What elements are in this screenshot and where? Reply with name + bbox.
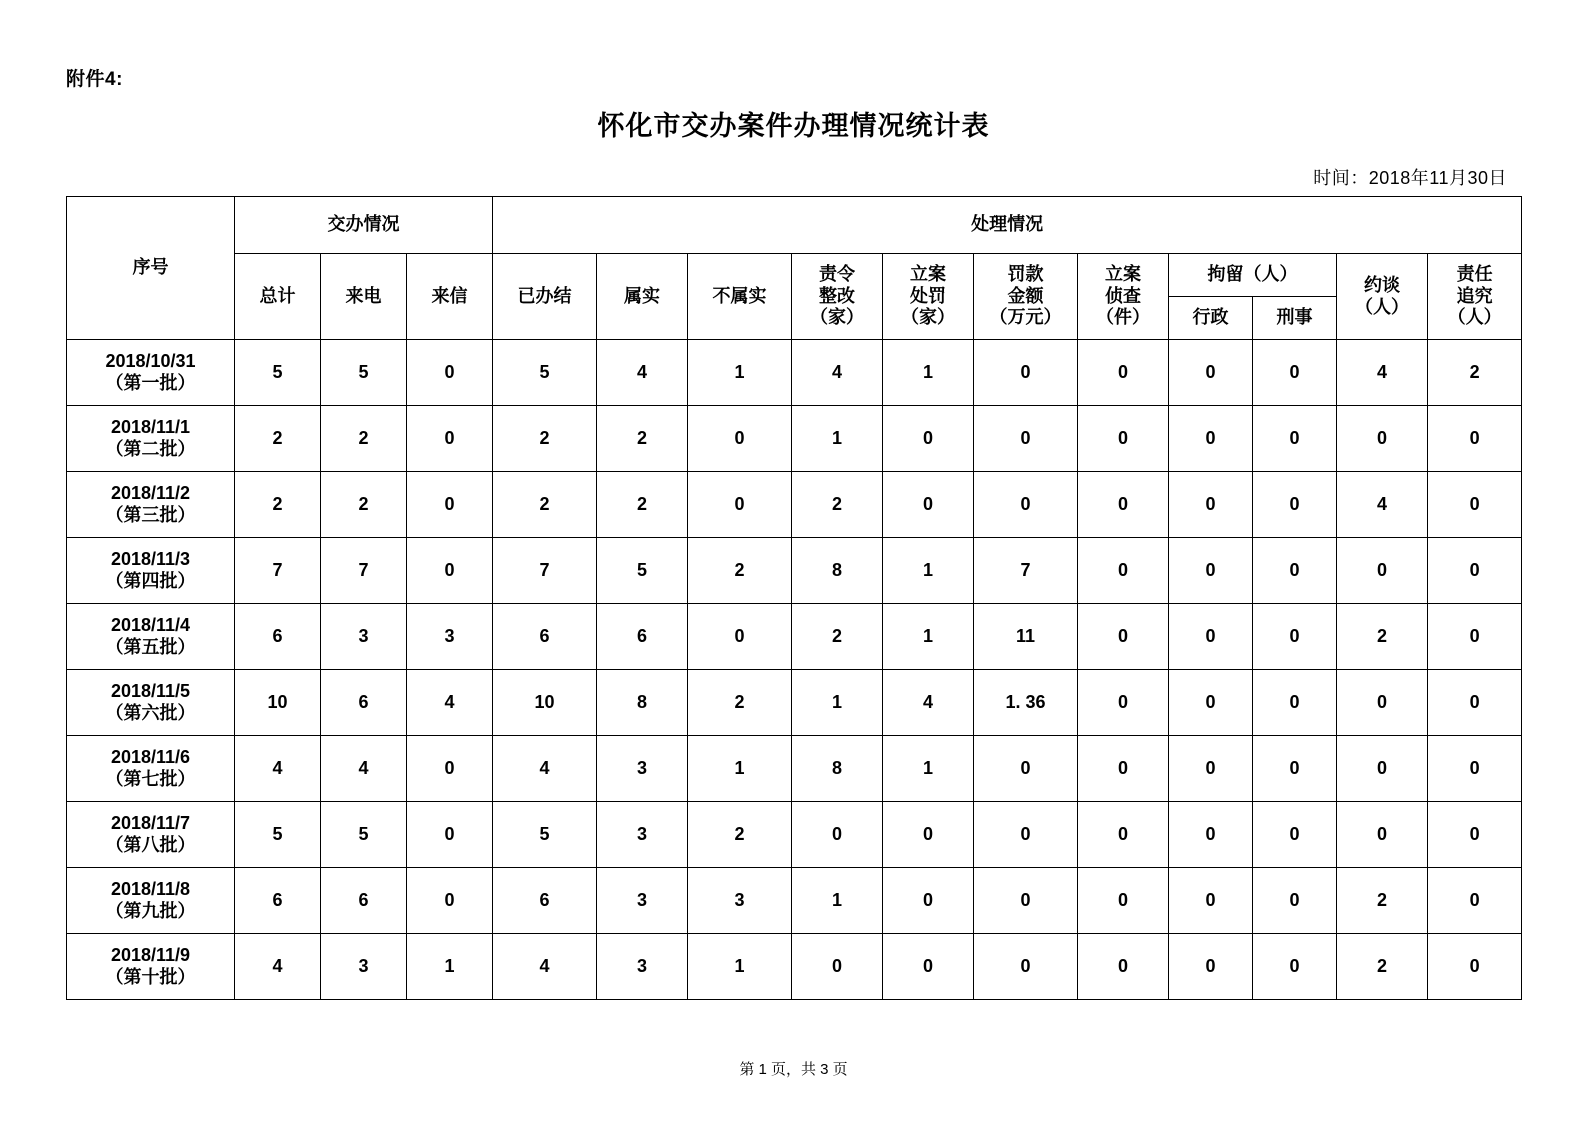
row-label-date: 2018/11/1 [110, 416, 191, 437]
cell-false-case: 0 [688, 406, 792, 472]
cell-letter: 0 [407, 538, 493, 604]
cell-accountability: 0 [1428, 406, 1522, 472]
cell-done: 5 [493, 340, 597, 406]
cell-detention-admin: 0 [1169, 340, 1253, 406]
cell-rectify: 1 [792, 868, 883, 934]
cell-detention-criminal: 0 [1253, 934, 1337, 1000]
cell-penalty: 0 [883, 802, 974, 868]
cell-call: 2 [321, 406, 407, 472]
table-row [67, 934, 1522, 1000]
cell-rectify: 1 [792, 406, 883, 472]
cell-call: 6 [321, 868, 407, 934]
cell-letter: 0 [407, 736, 493, 802]
header-rectify-line1: 责令 [819, 264, 856, 285]
cell-detention-admin: 0 [1169, 472, 1253, 538]
cell-true-case: 3 [597, 868, 688, 934]
row-label-batch: （第一批） [105, 372, 196, 393]
cell-penalty: 0 [883, 472, 974, 538]
cell-rectify: 0 [792, 802, 883, 868]
row-label [67, 802, 235, 868]
row-label-date: 2018/11/7 [110, 812, 191, 833]
cell-fine: 11 [974, 604, 1078, 670]
cell-investigation: 0 [1078, 340, 1169, 406]
cell-true-case: 3 [597, 802, 688, 868]
cell-call: 5 [321, 802, 407, 868]
cell-accountability: 0 [1428, 802, 1522, 868]
header-investigation [1078, 254, 1169, 340]
cell-done: 6 [493, 604, 597, 670]
cell-fine: 0 [974, 802, 1078, 868]
cell-interview: 0 [1337, 736, 1428, 802]
header-interview-line2: （人） [1355, 296, 1410, 317]
cell-fine: 0 [974, 736, 1078, 802]
cell-penalty: 0 [883, 406, 974, 472]
cell-detention-criminal: 0 [1253, 802, 1337, 868]
cell-rectify: 4 [792, 340, 883, 406]
header-detention-criminal: 刑事 [1253, 297, 1337, 340]
header-accountability-line1: 责任 [1456, 264, 1493, 285]
cell-accountability: 0 [1428, 736, 1522, 802]
header-rectify-line3: （家） [810, 307, 865, 328]
header-fine-line1: 罚款 [1007, 264, 1044, 285]
cell-true-case: 3 [597, 736, 688, 802]
cell-total: 10 [235, 670, 321, 736]
cell-investigation: 0 [1078, 868, 1169, 934]
table-row [67, 340, 1522, 406]
cell-call: 6 [321, 670, 407, 736]
cell-penalty: 4 [883, 670, 974, 736]
cell-fine: 0 [974, 934, 1078, 1000]
row-label-date: 2018/11/5 [110, 680, 191, 701]
table-row [67, 868, 1522, 934]
cell-detention-criminal: 0 [1253, 340, 1337, 406]
header-accountability [1428, 254, 1522, 340]
cell-accountability: 0 [1428, 934, 1522, 1000]
cell-interview: 2 [1337, 934, 1428, 1000]
cell-done: 7 [493, 538, 597, 604]
cell-fine: 1. 36 [974, 670, 1078, 736]
cell-detention-criminal: 0 [1253, 406, 1337, 472]
header-group-assignment: 交办情况 [235, 197, 493, 254]
cell-false-case: 2 [688, 802, 792, 868]
cell-total: 7 [235, 538, 321, 604]
cell-accountability: 0 [1428, 670, 1522, 736]
row-label [67, 406, 235, 472]
cell-accountability: 0 [1428, 868, 1522, 934]
cell-rectify: 2 [792, 604, 883, 670]
cell-total: 6 [235, 604, 321, 670]
header-total: 总计 [235, 254, 321, 340]
cell-done: 10 [493, 670, 597, 736]
cell-total: 2 [235, 472, 321, 538]
cell-false-case: 2 [688, 670, 792, 736]
cell-true-case: 2 [597, 472, 688, 538]
cell-fine: 7 [974, 538, 1078, 604]
header-fine-line3: （万元） [989, 307, 1062, 328]
cell-letter: 0 [407, 802, 493, 868]
header-rectify-line2: 整改 [819, 285, 856, 306]
header-penalty-line2: 处罚 [910, 285, 947, 306]
cell-rectify: 1 [792, 670, 883, 736]
cell-detention-admin: 0 [1169, 538, 1253, 604]
table-row [67, 736, 1522, 802]
row-label-batch: （第三批） [105, 504, 196, 525]
table-body [67, 340, 1522, 1000]
cell-false-case: 2 [688, 538, 792, 604]
cell-fine: 0 [974, 406, 1078, 472]
header-penalty-line1: 立案 [910, 264, 947, 285]
header-fine-amount [974, 254, 1078, 340]
header-index: 序号 [67, 197, 235, 340]
cell-true-case: 5 [597, 538, 688, 604]
table-row [67, 406, 1522, 472]
cell-done: 2 [493, 406, 597, 472]
row-label [67, 670, 235, 736]
cell-investigation: 0 [1078, 934, 1169, 1000]
cell-interview: 2 [1337, 868, 1428, 934]
header-letter: 来信 [407, 254, 493, 340]
cell-false-case: 1 [688, 340, 792, 406]
row-label [67, 604, 235, 670]
cell-letter: 0 [407, 340, 493, 406]
header-penalty [883, 254, 974, 340]
table-row [67, 802, 1522, 868]
row-label-batch: （第六批） [105, 702, 196, 723]
cell-false-case: 1 [688, 934, 792, 1000]
row-label-batch: （第八批） [105, 834, 196, 855]
cell-penalty: 1 [883, 340, 974, 406]
header-accountability-line3: （人） [1447, 307, 1502, 328]
cell-interview: 0 [1337, 538, 1428, 604]
cell-true-case: 4 [597, 340, 688, 406]
header-group-handling: 处理情况 [493, 197, 1522, 254]
row-label-date: 2018/11/9 [110, 944, 191, 965]
cell-true-case: 8 [597, 670, 688, 736]
table-row [67, 604, 1522, 670]
cell-penalty: 1 [883, 604, 974, 670]
cell-detention-admin: 0 [1169, 934, 1253, 1000]
table-row [67, 670, 1522, 736]
cell-detention-admin: 0 [1169, 868, 1253, 934]
cell-investigation: 0 [1078, 736, 1169, 802]
cell-detention-admin: 0 [1169, 604, 1253, 670]
cell-rectify: 8 [792, 538, 883, 604]
row-label-batch: （第九批） [105, 900, 196, 921]
row-label-batch: （第二批） [105, 438, 196, 459]
cell-detention-criminal: 0 [1253, 538, 1337, 604]
cell-detention-admin: 0 [1169, 736, 1253, 802]
cell-investigation: 0 [1078, 802, 1169, 868]
header-false-case: 不属实 [688, 254, 792, 340]
report-date: 时间：2018年11月30日 [1313, 168, 1507, 188]
cell-false-case: 1 [688, 736, 792, 802]
cell-total: 2 [235, 406, 321, 472]
cell-done: 4 [493, 934, 597, 1000]
header-accountability-line2: 追究 [1456, 285, 1493, 306]
cell-letter: 4 [407, 670, 493, 736]
cell-total: 4 [235, 736, 321, 802]
cell-interview: 4 [1337, 340, 1428, 406]
header-detention: 拘留（人） [1169, 254, 1337, 297]
cell-total: 5 [235, 802, 321, 868]
cell-total: 6 [235, 868, 321, 934]
cell-detention-criminal: 0 [1253, 736, 1337, 802]
row-label-batch: （第七批） [105, 768, 196, 789]
cell-accountability: 0 [1428, 604, 1522, 670]
cell-detention-criminal: 0 [1253, 604, 1337, 670]
header-investigation-line3: （件） [1096, 307, 1151, 328]
row-label [67, 868, 235, 934]
row-label-batch: （第十批） [105, 966, 196, 987]
cell-rectify: 0 [792, 934, 883, 1000]
cell-total: 4 [235, 934, 321, 1000]
cell-fine: 0 [974, 472, 1078, 538]
cell-true-case: 2 [597, 406, 688, 472]
row-label-date: 2018/11/4 [110, 614, 191, 635]
row-label [67, 472, 235, 538]
cell-letter: 1 [407, 934, 493, 1000]
cell-true-case: 6 [597, 604, 688, 670]
cell-rectify: 8 [792, 736, 883, 802]
cell-detention-admin: 0 [1169, 802, 1253, 868]
header-done: 已办结 [493, 254, 597, 340]
cell-total: 5 [235, 340, 321, 406]
cell-accountability: 2 [1428, 340, 1522, 406]
cell-investigation: 0 [1078, 472, 1169, 538]
row-label [67, 934, 235, 1000]
row-label [67, 538, 235, 604]
header-investigation-line1: 立案 [1105, 264, 1142, 285]
cell-call: 3 [321, 604, 407, 670]
cell-done: 2 [493, 472, 597, 538]
cell-done: 4 [493, 736, 597, 802]
row-label-batch: （第四批） [105, 570, 196, 591]
cell-interview: 0 [1337, 670, 1428, 736]
cell-accountability: 0 [1428, 472, 1522, 538]
page-footer: 第 1 页，共 3 页 [739, 1061, 848, 1078]
cell-false-case: 0 [688, 604, 792, 670]
row-label [67, 340, 235, 406]
cell-interview: 4 [1337, 472, 1428, 538]
header-rectify [792, 254, 883, 340]
cell-interview: 2 [1337, 604, 1428, 670]
header-interview [1337, 254, 1428, 340]
cell-detention-criminal: 0 [1253, 868, 1337, 934]
cell-fine: 0 [974, 340, 1078, 406]
cell-detention-criminal: 0 [1253, 670, 1337, 736]
cell-call: 7 [321, 538, 407, 604]
row-label-batch: （第五批） [105, 636, 196, 657]
cell-done: 5 [493, 802, 597, 868]
cell-investigation: 0 [1078, 670, 1169, 736]
cell-call: 3 [321, 934, 407, 1000]
cell-detention-admin: 0 [1169, 670, 1253, 736]
row-label-date: 2018/10/31 [105, 350, 196, 371]
cell-call: 2 [321, 472, 407, 538]
cell-detention-admin: 0 [1169, 406, 1253, 472]
cell-letter: 0 [407, 406, 493, 472]
table-row [67, 538, 1522, 604]
header-interview-line1: 约谈 [1364, 274, 1401, 295]
cell-fine: 0 [974, 868, 1078, 934]
cell-letter: 0 [407, 868, 493, 934]
statistics-table [66, 196, 1522, 1000]
cell-rectify: 2 [792, 472, 883, 538]
cell-interview: 0 [1337, 802, 1428, 868]
cell-letter: 0 [407, 472, 493, 538]
cell-call: 4 [321, 736, 407, 802]
cell-accountability: 0 [1428, 538, 1522, 604]
header-penalty-line3: （家） [901, 307, 956, 328]
table-row [67, 472, 1522, 538]
header-detention-administrative: 行政 [1169, 297, 1253, 340]
cell-done: 6 [493, 868, 597, 934]
cell-interview: 0 [1337, 406, 1428, 472]
attachment-label: 附件4: [66, 69, 123, 90]
cell-true-case: 3 [597, 934, 688, 1000]
row-label-date: 2018/11/6 [110, 746, 191, 767]
header-true-case: 属实 [597, 254, 688, 340]
page-title: 怀化市交办案件办理情况统计表 [597, 111, 990, 141]
cell-false-case: 0 [688, 472, 792, 538]
cell-letter: 3 [407, 604, 493, 670]
cell-penalty: 1 [883, 538, 974, 604]
header-fine-line2: 金额 [1007, 285, 1044, 306]
header-investigation-line2: 侦查 [1105, 285, 1142, 306]
cell-penalty: 0 [883, 934, 974, 1000]
cell-false-case: 3 [688, 868, 792, 934]
cell-detention-criminal: 0 [1253, 472, 1337, 538]
cell-investigation: 0 [1078, 604, 1169, 670]
cell-call: 5 [321, 340, 407, 406]
row-label-date: 2018/11/8 [110, 878, 191, 899]
cell-penalty: 0 [883, 868, 974, 934]
row-label [67, 736, 235, 802]
row-label-date: 2018/11/3 [110, 548, 191, 569]
cell-investigation: 0 [1078, 406, 1169, 472]
header-call: 来电 [321, 254, 407, 340]
cell-penalty: 1 [883, 736, 974, 802]
row-label-date: 2018/11/2 [110, 482, 191, 503]
cell-investigation: 0 [1078, 538, 1169, 604]
